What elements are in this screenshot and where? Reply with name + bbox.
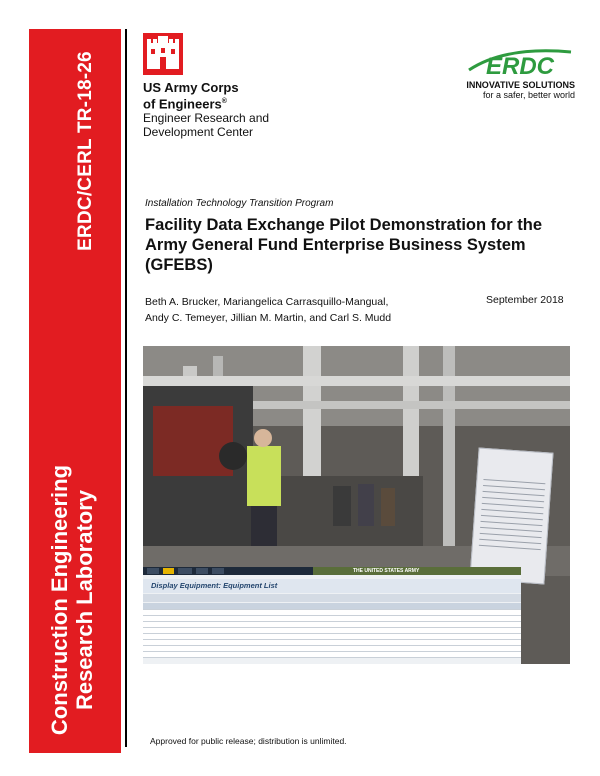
usace-line1: US Army Corps [143,80,239,95]
authors-line2: Andy C. Temeyer, Jillian M. Martin, and Carl S. Mudd [145,312,392,324]
release-statement: Approved for public release; distribution is unlimited. [150,736,347,746]
svg-text:ERDC: ERDC [485,53,555,78]
lab-name-line1: Construction Engineering [47,464,72,736]
usace-line3: Engineer Research and [143,111,270,126]
sap-banner: THE UNITED STATES ARMY [313,567,521,575]
erdc-tagline1: INNOVATIVE SOLUTIONS [466,80,575,90]
lab-name [47,465,97,735]
tag-lines [478,479,545,555]
lab-name-line2: Research Laboratory [72,489,97,711]
sap-toolbar [143,594,521,602]
erdc-logo [430,40,575,100]
report-id: ERDC/CERL TR-18-26 [75,51,96,251]
authors-line1: Beth A. Brucker, Mariangelica Carrasquillo-Mangual, [145,296,389,308]
usace-castle-icon [143,33,183,75]
cover-photo [143,346,570,664]
sap-table-header [143,603,521,610]
equipment-tag [469,448,553,585]
usace-line4: Development Center [143,125,254,140]
usace-line2: of Engineers® [143,96,227,112]
authors [145,294,445,326]
program-name: Installation Technology Transition Program [145,198,334,209]
erdc-logo-mark [465,40,575,78]
usace-wordmark [143,81,293,139]
table-row [143,652,521,658]
report-title: Facility Data Exchange Pilot Demonstration for the Army General Fund Enterprise Business System (GFEBS) [145,216,542,274]
sap-screen [143,567,521,664]
sap-screen-title: Display Equipment: Equipment List [143,579,521,593]
erdc-tagline2: for a safer, better world [482,90,575,100]
report-date: September 2018 [486,294,564,306]
divider-line [125,29,127,747]
